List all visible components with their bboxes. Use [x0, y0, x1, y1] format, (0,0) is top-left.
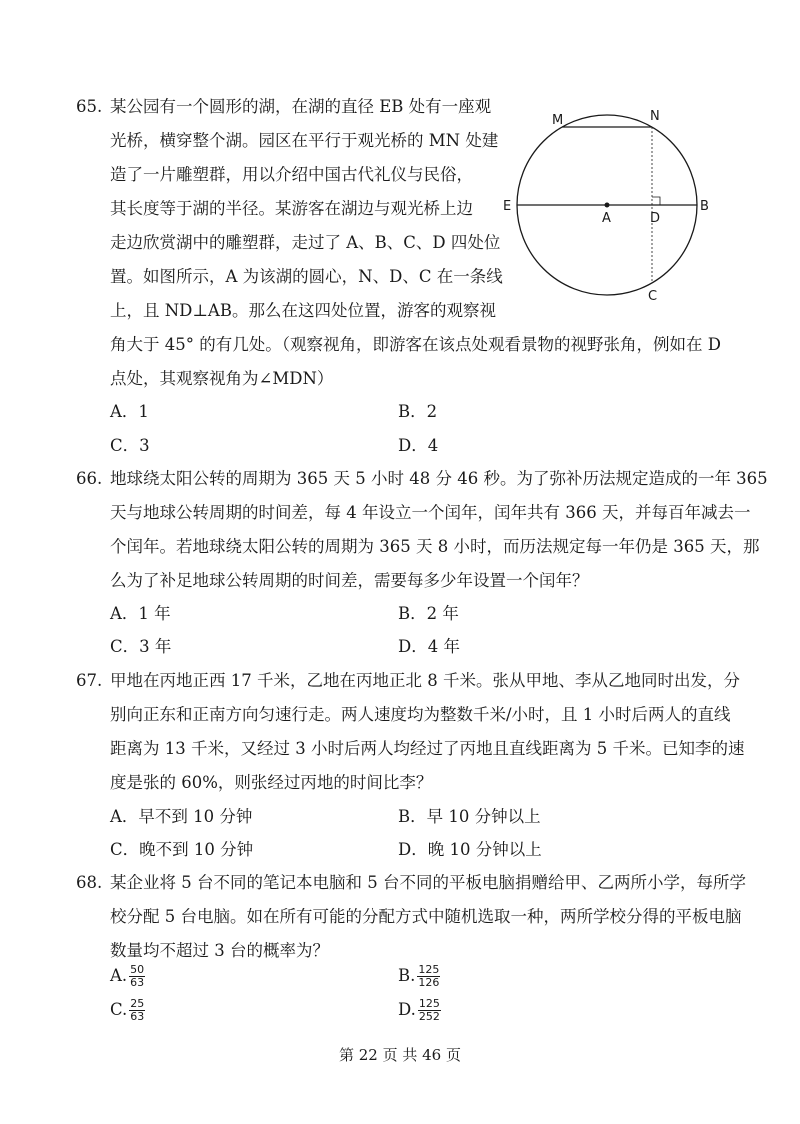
- q66-option-d[interactable]: D．4 年: [398, 637, 460, 656]
- q66-line: 地球绕太阳公转的周期为 365 天 5 小时 48 分 46 秒。为了弥补历法规定造成的一年 365: [110, 469, 768, 488]
- q65-line: 某公园有一个圆形的湖，在湖的直径 EB 处有一座观: [110, 97, 492, 116]
- q65-line: 其长度等于湖的半径。某游客在湖边与观光桥上边: [110, 199, 473, 218]
- q67-number: 67.: [76, 671, 103, 690]
- q65-circle-diagram: [495, 100, 735, 310]
- q66-option-b[interactable]: B．2 年: [398, 604, 459, 623]
- label-E: E: [503, 199, 512, 214]
- q65-line: 角大于 45° 的有几处。（观察视角，即游客在该点处观看景物的视野张角，例如在 D: [110, 335, 721, 354]
- fraction: [417, 964, 440, 989]
- numerator: 50: [130, 963, 145, 976]
- numerator: 25: [130, 997, 145, 1010]
- q65-option-a[interactable]: A．1: [110, 402, 149, 421]
- numerator: 125: [418, 963, 440, 976]
- q66-line: 么为了补足地球公转周期的时间差，需要每多少年设置一个闰年？: [110, 571, 589, 590]
- q68-option-a[interactable]: [110, 964, 145, 989]
- label-A: A: [602, 211, 611, 226]
- label-B: B: [700, 199, 709, 214]
- q65-line: 走边欣赏湖中的雕塑群，走过了 A、B、C、D 四处位: [110, 233, 501, 252]
- q65-option-b[interactable]: B．2: [398, 402, 438, 421]
- option-label: B.: [398, 966, 416, 985]
- denominator: 252: [418, 1010, 440, 1023]
- q65-number: 65.: [76, 97, 103, 116]
- q68-option-c[interactable]: [110, 998, 145, 1023]
- right-angle-mark: [652, 197, 660, 205]
- q66-line: 个闰年。若地球绕太阳公转的周期为 365 天 8 小时，而历法规定每一年仍是 365 天，那: [110, 537, 760, 556]
- q67-option-b[interactable]: B．早 10 分钟以上: [398, 807, 541, 826]
- q65-line: 点处，其观察视角为∠MDN）: [110, 369, 334, 388]
- q67-line: 别向正东和正南方向匀速行走。两人速度均为整数千米/小时，且 1 小时后两人的直线: [110, 705, 731, 724]
- q67-line: 度是张的 60%，则张经过丙地的时间比李？: [110, 773, 433, 792]
- q66-line: 天与地球公转周期的时间差，每 4 年设立一个闰年，闰年共有 366 天，并每百年减去一: [110, 503, 751, 522]
- q68-option-b[interactable]: [398, 964, 440, 989]
- option-label: D.: [398, 1000, 416, 1019]
- q65-line: 造了一片雕塑群，用以介绍中国古代礼仪与民俗，: [110, 165, 473, 184]
- q67-option-c[interactable]: C．晚不到 10 分钟: [110, 840, 254, 859]
- q65-option-c[interactable]: C．3: [110, 436, 150, 455]
- center-point-A: [605, 203, 610, 208]
- q68-line: 校分配 5 台电脑。如在所有可能的分配方式中随机选取一种，两所学校分得的平板电脑: [110, 907, 742, 926]
- fraction: [129, 998, 145, 1023]
- q65-line: 光桥，横穿整个湖。园区在平行于观光桥的 MN 处建: [110, 131, 499, 150]
- label-N: N: [650, 109, 660, 124]
- option-label: C.: [110, 1000, 128, 1019]
- q65-line: 置。如图所示，A 为该湖的圆心，N、D、C 在一条线: [110, 267, 503, 286]
- q67-option-a[interactable]: A．早不到 10 分钟: [110, 807, 253, 826]
- label-M: M: [552, 113, 564, 128]
- denominator: 63: [130, 976, 145, 989]
- option-label: A.: [110, 966, 128, 985]
- denominator: 63: [130, 1010, 145, 1023]
- q68-number: 68.: [76, 873, 103, 892]
- denominator: 126: [418, 976, 440, 989]
- q65-line: 上，且 ND⊥AB。那么在这四处位置，游客的观察视: [110, 301, 496, 320]
- q68-option-d[interactable]: [398, 998, 441, 1023]
- q67-line: 距离为 13 千米，又经过 3 小时后两人均经过了丙地且直线距离为 5 千米。已知李的速: [110, 739, 745, 758]
- q68-line: 数量均不超过 3 台的概率为？: [110, 941, 329, 960]
- page-footer: 第 22 页 共 46 页: [338, 1046, 461, 1064]
- q66-option-a[interactable]: A．1 年: [110, 604, 171, 623]
- label-C: C: [648, 289, 658, 304]
- q67-option-d[interactable]: D．晚 10 分钟以上: [398, 840, 542, 859]
- q67-line: 甲地在丙地正西 17 千米，乙地在丙地正北 8 千米。张从甲地、李从乙地同时出发，分: [110, 671, 740, 690]
- label-D: D: [650, 211, 661, 226]
- q68-line: 某企业将 5 台不同的笔记本电脑和 5 台不同的平板电脑捐赠给甲、乙两所小学，每所学: [110, 873, 746, 892]
- fraction: [129, 964, 145, 989]
- numerator: 125: [418, 997, 440, 1010]
- q65-option-d[interactable]: D．4: [398, 436, 439, 455]
- q66-number: 66.: [76, 469, 103, 488]
- fraction: [418, 998, 441, 1023]
- q66-option-c[interactable]: C．3 年: [110, 637, 172, 656]
